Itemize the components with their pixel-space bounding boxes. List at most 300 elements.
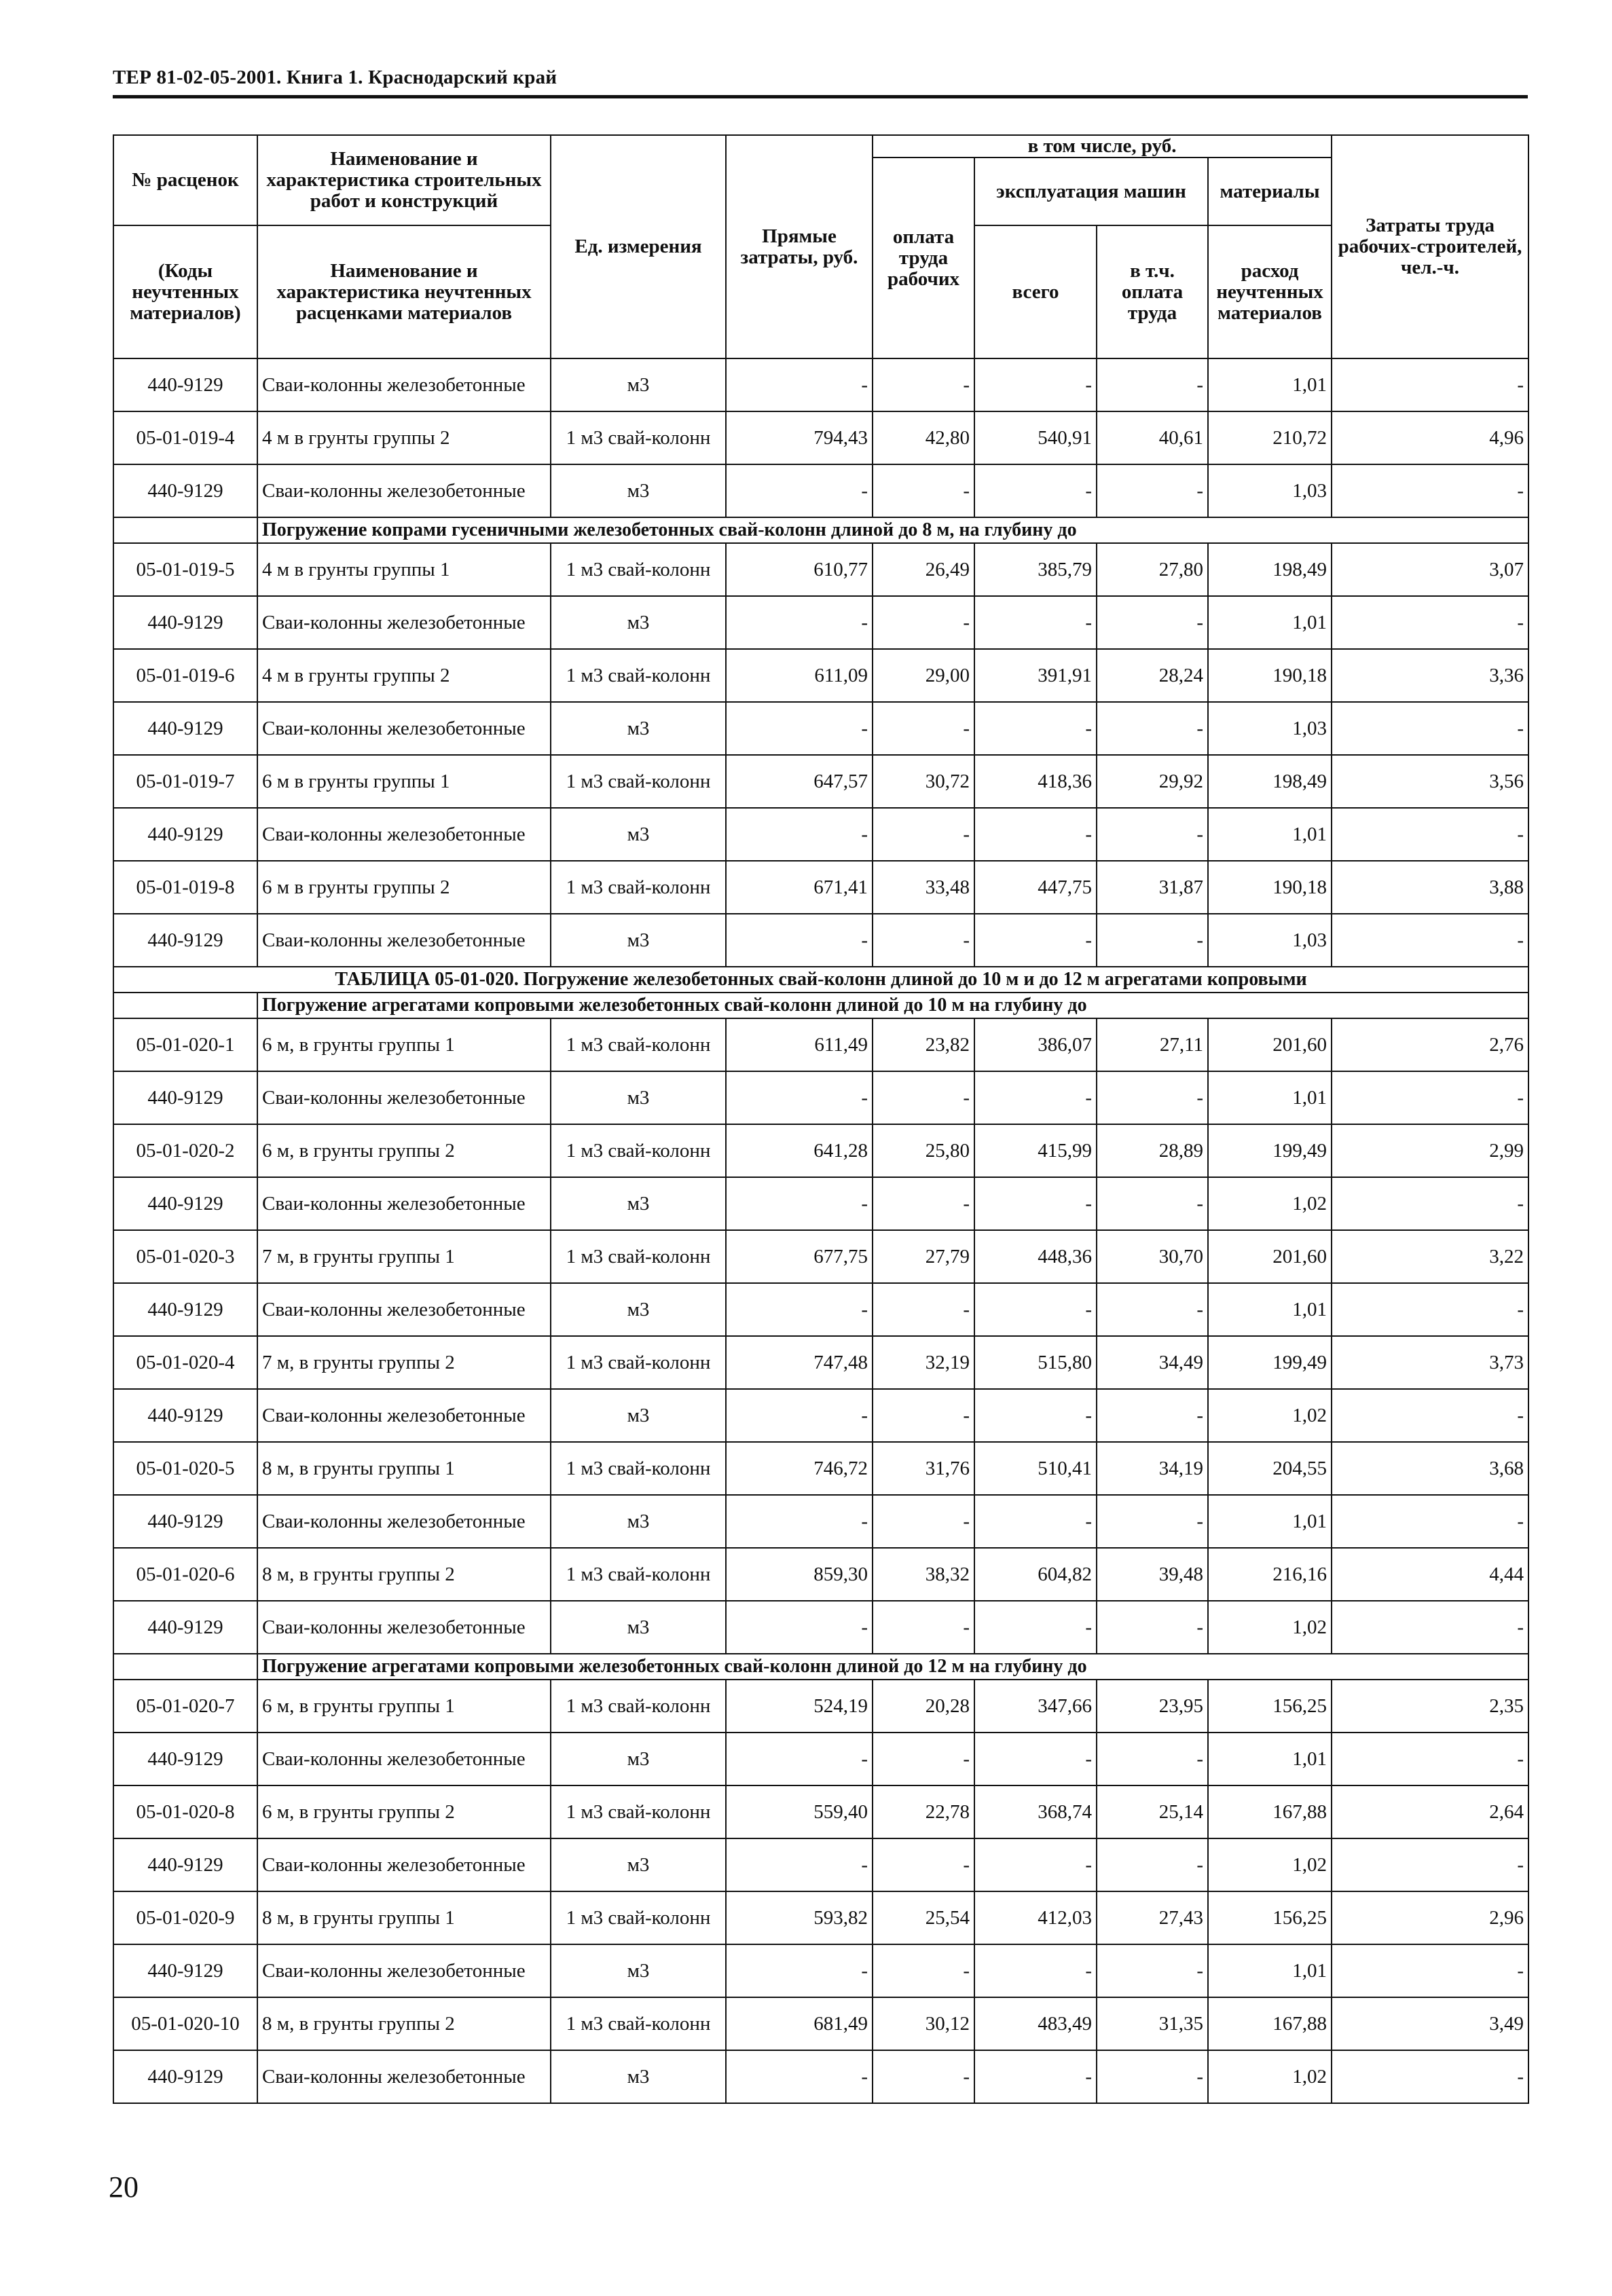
cell-labor-pay: - — [873, 596, 974, 649]
cell-machines-total: - — [974, 1495, 1097, 1548]
cell-labor-pay: - — [873, 464, 974, 517]
cell-machines-labor-pay: 27,80 — [1097, 543, 1208, 596]
cell-labor-pay: - — [873, 808, 974, 861]
cell-materials: 1,02 — [1208, 1838, 1332, 1891]
cell-unit: 1 м3 свай-колонн — [551, 649, 726, 702]
cell-machines-labor-pay: - — [1097, 358, 1208, 411]
cell-materials: 1,02 — [1208, 2050, 1332, 2103]
col-header-code-sub: (Коды неучтенных материалов) — [113, 225, 257, 358]
cell-direct-cost: 746,72 — [726, 1442, 873, 1495]
cell-machines-labor-pay: - — [1097, 1944, 1208, 1997]
cell-machines-total: 515,80 — [974, 1336, 1097, 1389]
cell-code: 05-01-020-5 — [113, 1442, 257, 1495]
cell-labor-pay: 33,48 — [873, 861, 974, 914]
material-row — [113, 914, 1528, 967]
cell-unit: м3 — [551, 1071, 726, 1124]
cell-code: 440-9129 — [113, 596, 257, 649]
cell-labor-cost: - — [1332, 2050, 1528, 2103]
cell-unit: 1 м3 свай-колонн — [551, 1548, 726, 1601]
cell-machines-total: 418,36 — [974, 755, 1097, 808]
cell-labor-pay: - — [873, 914, 974, 967]
cell-direct-cost: 794,43 — [726, 411, 873, 464]
section-spacer-cell — [113, 517, 257, 543]
group-heading-row — [113, 1654, 1528, 1680]
cell-labor-cost: - — [1332, 1177, 1528, 1230]
cell-direct-cost: 559,40 — [726, 1785, 873, 1838]
cell-materials: 199,49 — [1208, 1124, 1332, 1177]
cell-machines-labor-pay: - — [1097, 1838, 1208, 1891]
cell-machines-total: 510,41 — [974, 1442, 1097, 1495]
col-header-code: № расценок — [113, 135, 257, 225]
cell-unit: 1 м3 свай-колонн — [551, 1997, 726, 2050]
running-head: ТЕР 81-02-05-2001. Книга 1. Краснодарский край — [113, 67, 557, 88]
cell-materials: 201,60 — [1208, 1018, 1332, 1071]
table-title-row — [113, 967, 1528, 993]
cell-code: 05-01-020-10 — [113, 1997, 257, 2050]
cell-code: 440-9129 — [113, 1177, 257, 1230]
cell-machines-labor-pay: 28,89 — [1097, 1124, 1208, 1177]
cell-code: 440-9129 — [113, 1838, 257, 1891]
cell-machines-labor-pay: - — [1097, 1601, 1208, 1654]
cell-machines-total: - — [974, 702, 1097, 755]
cell-machines-labor-pay: 31,87 — [1097, 861, 1208, 914]
cell-code: 05-01-019-5 — [113, 543, 257, 596]
cell-name: 6 м в грунты группы 1 — [257, 755, 551, 808]
cell-labor-pay: - — [873, 1283, 974, 1336]
cell-name: Сваи-колонны железобетонные — [257, 358, 551, 411]
cell-direct-cost: - — [726, 1944, 873, 1997]
cell-unit: м3 — [551, 358, 726, 411]
cell-labor-cost: - — [1332, 1601, 1528, 1654]
col-header-machines: эксплуатация машин — [974, 158, 1208, 225]
col-header-labor-pay: оплата труда рабочих — [873, 158, 974, 358]
cell-machines-total: 483,49 — [974, 1997, 1097, 2050]
cell-labor-cost: - — [1332, 702, 1528, 755]
cell-labor-cost: 3,22 — [1332, 1230, 1528, 1283]
material-row — [113, 464, 1528, 517]
cell-labor-cost: 3,73 — [1332, 1336, 1528, 1389]
rate-row — [113, 1230, 1528, 1283]
cell-machines-total: - — [974, 358, 1097, 411]
cell-machines-total: - — [974, 914, 1097, 967]
cell-unit: 1 м3 свай-колонн — [551, 755, 726, 808]
cell-code: 440-9129 — [113, 1944, 257, 1997]
cell-machines-total: 385,79 — [974, 543, 1097, 596]
cell-direct-cost: - — [726, 808, 873, 861]
cell-unit: м3 — [551, 1283, 726, 1336]
cell-name: 4 м в грунты группы 1 — [257, 543, 551, 596]
cell-machines-total: - — [974, 1177, 1097, 1230]
cell-code: 440-9129 — [113, 1071, 257, 1124]
cell-name: 8 м, в грунты группы 2 — [257, 1548, 551, 1601]
cell-unit: 1 м3 свай-колонн — [551, 543, 726, 596]
cell-unit: м3 — [551, 1838, 726, 1891]
cell-name: 6 м, в грунты группы 2 — [257, 1124, 551, 1177]
cell-name: 6 м в грунты группы 2 — [257, 861, 551, 914]
material-row — [113, 702, 1528, 755]
cell-name: Сваи-колонны железобетонные — [257, 1283, 551, 1336]
cell-machines-total: 412,03 — [974, 1891, 1097, 1944]
cell-machines-labor-pay: - — [1097, 1177, 1208, 1230]
col-header-labor-cost: Затраты труда рабочих-строителей, чел.-ч. — [1332, 135, 1528, 358]
cell-machines-labor-pay: - — [1097, 596, 1208, 649]
cell-machines-labor-pay: - — [1097, 1071, 1208, 1124]
cell-name: 4 м в грунты группы 2 — [257, 411, 551, 464]
cell-labor-cost: 2,76 — [1332, 1018, 1528, 1071]
cell-direct-cost: 611,09 — [726, 649, 873, 702]
cell-labor-pay: 29,00 — [873, 649, 974, 702]
cell-labor-cost: - — [1332, 1944, 1528, 1997]
cell-name: Сваи-колонны железобетонные — [257, 1389, 551, 1442]
cell-machines-total: - — [974, 2050, 1097, 2103]
cell-machines-total: - — [974, 1389, 1097, 1442]
cell-labor-cost: - — [1332, 1283, 1528, 1336]
cell-unit: 1 м3 свай-колонн — [551, 411, 726, 464]
cell-name: 4 м в грунты группы 2 — [257, 649, 551, 702]
cell-code: 05-01-020-4 — [113, 1336, 257, 1389]
cell-code: 05-01-020-2 — [113, 1124, 257, 1177]
cell-machines-labor-pay: - — [1097, 808, 1208, 861]
cell-unit: м3 — [551, 1495, 726, 1548]
cell-materials: 1,01 — [1208, 1733, 1332, 1785]
cell-machines-total: 347,66 — [974, 1680, 1097, 1733]
cell-labor-cost: 4,96 — [1332, 411, 1528, 464]
cell-machines-labor-pay: - — [1097, 914, 1208, 967]
cell-unit: м3 — [551, 1389, 726, 1442]
rate-row — [113, 1442, 1528, 1495]
cell-direct-cost: - — [726, 1838, 873, 1891]
material-row — [113, 1283, 1528, 1336]
cell-name: Сваи-колонны железобетонные — [257, 1177, 551, 1230]
cell-unit: м3 — [551, 702, 726, 755]
cell-direct-cost: 610,77 — [726, 543, 873, 596]
cell-name: 7 м, в грунты группы 2 — [257, 1336, 551, 1389]
cell-code: 440-9129 — [113, 1601, 257, 1654]
cell-direct-cost: - — [726, 358, 873, 411]
col-header-name-sub: Наименование и характеристика неучтенных расценками материалов — [257, 225, 551, 358]
col-header-machines-total: всего — [974, 225, 1097, 358]
rate-row — [113, 1680, 1528, 1733]
section-spacer-cell — [113, 1654, 257, 1680]
cell-machines-total: - — [974, 1944, 1097, 1997]
cell-machines-total: - — [974, 464, 1097, 517]
cell-materials: 210,72 — [1208, 411, 1332, 464]
col-header-direct: Прямые затраты, руб. — [726, 135, 873, 358]
cell-machines-labor-pay: 27,11 — [1097, 1018, 1208, 1071]
cell-materials: 167,88 — [1208, 1785, 1332, 1838]
cell-unit: м3 — [551, 914, 726, 967]
cell-name: Сваи-колонны железобетонные — [257, 914, 551, 967]
cell-name: Сваи-колонны железобетонные — [257, 2050, 551, 2103]
cell-labor-cost: 3,88 — [1332, 861, 1528, 914]
cell-unit: м3 — [551, 596, 726, 649]
cell-materials: 216,16 — [1208, 1548, 1332, 1601]
cell-unit: м3 — [551, 464, 726, 517]
cell-labor-cost: 2,64 — [1332, 1785, 1528, 1838]
cell-machines-labor-pay: - — [1097, 702, 1208, 755]
cell-name: 8 м, в грунты группы 1 — [257, 1442, 551, 1495]
cell-materials: 1,01 — [1208, 1071, 1332, 1124]
rate-row — [113, 1124, 1528, 1177]
cell-materials: 1,03 — [1208, 464, 1332, 517]
cell-direct-cost: 524,19 — [726, 1680, 873, 1733]
rate-row — [113, 1018, 1528, 1071]
cell-labor-cost: - — [1332, 358, 1528, 411]
material-row — [113, 2050, 1528, 2103]
cell-machines-total: 447,75 — [974, 861, 1097, 914]
cell-code: 440-9129 — [113, 808, 257, 861]
header-rule — [113, 95, 1528, 98]
col-header-unit: Ед. измерения — [551, 135, 726, 358]
cell-machines-total: 604,82 — [974, 1548, 1097, 1601]
col-header-machines-incl: в т.ч. оплата труда — [1097, 225, 1208, 358]
cell-labor-pay: - — [873, 358, 974, 411]
cell-machines-labor-pay: 34,19 — [1097, 1442, 1208, 1495]
cell-labor-cost: - — [1332, 1389, 1528, 1442]
cell-unit: 1 м3 свай-колонн — [551, 1442, 726, 1495]
rate-row — [113, 1548, 1528, 1601]
cell-machines-labor-pay: 39,48 — [1097, 1548, 1208, 1601]
cell-unit: м3 — [551, 1601, 726, 1654]
col-header-name: Наименование и характеристика строительных работ и конструкций — [257, 135, 551, 225]
cell-code: 05-01-019-8 — [113, 861, 257, 914]
cell-labor-pay: 23,82 — [873, 1018, 974, 1071]
cell-direct-cost: 611,49 — [726, 1018, 873, 1071]
cell-labor-pay: - — [873, 1177, 974, 1230]
cell-labor-cost: 2,35 — [1332, 1680, 1528, 1733]
rate-row — [113, 411, 1528, 464]
cell-labor-pay: 30,72 — [873, 755, 974, 808]
cell-machines-total: 448,36 — [974, 1230, 1097, 1283]
cell-name: Сваи-колонны железобетонные — [257, 1071, 551, 1124]
material-row — [113, 1733, 1528, 1785]
cell-unit: 1 м3 свай-колонн — [551, 1785, 726, 1838]
cell-code: 05-01-020-3 — [113, 1230, 257, 1283]
cell-machines-labor-pay: 28,24 — [1097, 649, 1208, 702]
cell-unit: 1 м3 свай-колонн — [551, 1018, 726, 1071]
material-row — [113, 1389, 1528, 1442]
cell-labor-pay: 30,12 — [873, 1997, 974, 2050]
cell-materials: 156,25 — [1208, 1680, 1332, 1733]
cell-direct-cost: - — [726, 1177, 873, 1230]
cell-code: 05-01-020-6 — [113, 1548, 257, 1601]
cell-materials: 198,49 — [1208, 543, 1332, 596]
cell-machines-labor-pay: 34,49 — [1097, 1336, 1208, 1389]
cell-machines-labor-pay: 25,14 — [1097, 1785, 1208, 1838]
material-row — [113, 1601, 1528, 1654]
cell-unit: м3 — [551, 1944, 726, 1997]
cell-materials: 1,01 — [1208, 358, 1332, 411]
cell-unit: 1 м3 свай-колонн — [551, 1891, 726, 1944]
cell-name: 8 м, в грунты группы 2 — [257, 1997, 551, 2050]
cell-labor-pay: 42,80 — [873, 411, 974, 464]
cell-code: 05-01-020-9 — [113, 1891, 257, 1944]
cell-direct-cost: - — [726, 1601, 873, 1654]
cell-labor-cost: - — [1332, 596, 1528, 649]
cell-direct-cost: - — [726, 914, 873, 967]
cell-code: 05-01-020-1 — [113, 1018, 257, 1071]
cell-name: Сваи-колонны железобетонные — [257, 1601, 551, 1654]
material-row — [113, 1838, 1528, 1891]
cell-unit: 1 м3 свай-колонн — [551, 1336, 726, 1389]
material-row — [113, 1495, 1528, 1548]
cell-labor-pay: - — [873, 1601, 974, 1654]
cell-labor-pay: - — [873, 1071, 974, 1124]
cell-labor-pay: 38,32 — [873, 1548, 974, 1601]
cell-materials: 199,49 — [1208, 1336, 1332, 1389]
cell-labor-cost: - — [1332, 1071, 1528, 1124]
cell-labor-pay: - — [873, 1838, 974, 1891]
cell-unit: м3 — [551, 2050, 726, 2103]
cell-unit: м3 — [551, 808, 726, 861]
cell-direct-cost: - — [726, 1495, 873, 1548]
cell-materials: 1,02 — [1208, 1601, 1332, 1654]
cell-code: 440-9129 — [113, 1733, 257, 1785]
cell-name: Сваи-колонны железобетонные — [257, 1733, 551, 1785]
col-header-including: в том числе, руб. — [873, 135, 1332, 158]
rate-row — [113, 1336, 1528, 1389]
cell-name: Сваи-колонны железобетонные — [257, 1944, 551, 1997]
cell-direct-cost: 641,28 — [726, 1124, 873, 1177]
group-heading-row — [113, 993, 1528, 1018]
cell-direct-cost: 677,75 — [726, 1230, 873, 1283]
cell-machines-labor-pay: - — [1097, 1495, 1208, 1548]
cell-labor-pay: 22,78 — [873, 1785, 974, 1838]
cell-materials: 1,03 — [1208, 702, 1332, 755]
cell-machines-total: 540,91 — [974, 411, 1097, 464]
cell-materials: 1,02 — [1208, 1389, 1332, 1442]
material-row — [113, 358, 1528, 411]
cell-labor-cost: - — [1332, 1838, 1528, 1891]
table-title: ТАБЛИЦА 05-01-020. Погружение железобетонных свай-колонн длиной до 10 м и до 12 м агрегатами копровыми — [113, 967, 1528, 993]
cell-direct-cost: - — [726, 1283, 873, 1336]
cell-machines-total: 391,91 — [974, 649, 1097, 702]
cell-materials: 1,01 — [1208, 808, 1332, 861]
cell-code: 440-9129 — [113, 702, 257, 755]
cell-name: 6 м, в грунты группы 2 — [257, 1785, 551, 1838]
material-row — [113, 596, 1528, 649]
cell-labor-pay: - — [873, 2050, 974, 2103]
cell-materials: 1,01 — [1208, 596, 1332, 649]
col-header-materials: материалы — [1208, 158, 1332, 225]
col-header-materials-consumption: расход неучтенных материалов — [1208, 225, 1332, 358]
cell-machines-labor-pay: 23,95 — [1097, 1680, 1208, 1733]
cell-machines-labor-pay: 31,35 — [1097, 1997, 1208, 2050]
cell-labor-cost: 3,49 — [1332, 1997, 1528, 2050]
cell-materials: 190,18 — [1208, 649, 1332, 702]
cell-machines-total: 386,07 — [974, 1018, 1097, 1071]
cell-machines-total: - — [974, 1838, 1097, 1891]
cell-machines-total: - — [974, 596, 1097, 649]
cell-code: 05-01-019-7 — [113, 755, 257, 808]
cell-labor-pay: 27,79 — [873, 1230, 974, 1283]
cell-machines-total: - — [974, 1283, 1097, 1336]
cell-materials: 1,01 — [1208, 1944, 1332, 1997]
cell-name: 6 м, в грунты группы 1 — [257, 1018, 551, 1071]
cell-direct-cost: 747,48 — [726, 1336, 873, 1389]
cell-machines-total: 368,74 — [974, 1785, 1097, 1838]
cell-labor-cost: 2,96 — [1332, 1891, 1528, 1944]
cell-labor-cost: - — [1332, 464, 1528, 517]
section-spacer-cell — [113, 993, 257, 1018]
group-heading-row — [113, 517, 1528, 543]
group-heading: Погружение агрегатами копровыми железобетонных свай-колонн длиной до 10 м на глубину до — [257, 993, 1528, 1018]
cell-labor-pay: 25,80 — [873, 1124, 974, 1177]
cell-machines-total: - — [974, 1601, 1097, 1654]
cell-machines-labor-pay: - — [1097, 1733, 1208, 1785]
cell-unit: 1 м3 свай-колонн — [551, 1124, 726, 1177]
rate-row — [113, 861, 1528, 914]
cell-machines-labor-pay: - — [1097, 464, 1208, 517]
cell-code: 440-9129 — [113, 464, 257, 517]
material-row — [113, 1071, 1528, 1124]
cell-machines-labor-pay: 30,70 — [1097, 1230, 1208, 1283]
cell-code: 440-9129 — [113, 914, 257, 967]
cell-materials: 204,55 — [1208, 1442, 1332, 1495]
cell-code: 440-9129 — [113, 1283, 257, 1336]
cell-machines-labor-pay: - — [1097, 2050, 1208, 2103]
cell-labor-cost: 3,07 — [1332, 543, 1528, 596]
cell-materials: 201,60 — [1208, 1230, 1332, 1283]
page-number: 20 — [109, 2170, 139, 2204]
cell-code: 05-01-019-6 — [113, 649, 257, 702]
rates-table — [113, 134, 1529, 2104]
cell-materials: 156,25 — [1208, 1891, 1332, 1944]
cell-labor-pay: - — [873, 1733, 974, 1785]
cell-name: Сваи-колонны железобетонные — [257, 1838, 551, 1891]
cell-unit: 1 м3 свай-колонн — [551, 861, 726, 914]
cell-labor-cost: 3,68 — [1332, 1442, 1528, 1495]
cell-direct-cost: - — [726, 596, 873, 649]
cell-code: 05-01-020-8 — [113, 1785, 257, 1838]
cell-direct-cost: - — [726, 1733, 873, 1785]
cell-materials: 1,03 — [1208, 914, 1332, 967]
cell-unit: м3 — [551, 1733, 726, 1785]
cell-labor-cost: - — [1332, 914, 1528, 967]
cell-labor-cost: - — [1332, 808, 1528, 861]
cell-direct-cost: - — [726, 1389, 873, 1442]
cell-materials: 1,01 — [1208, 1495, 1332, 1548]
cell-direct-cost: - — [726, 702, 873, 755]
cell-materials: 167,88 — [1208, 1997, 1332, 2050]
cell-machines-total: - — [974, 1071, 1097, 1124]
cell-direct-cost: - — [726, 464, 873, 517]
cell-materials: 190,18 — [1208, 861, 1332, 914]
cell-materials: 1,01 — [1208, 1283, 1332, 1336]
cell-name: Сваи-колонны железобетонные — [257, 702, 551, 755]
cell-direct-cost: - — [726, 2050, 873, 2103]
group-heading: Погружение агрегатами копровыми железобетонных свай-колонн длиной до 12 м на глубину до — [257, 1654, 1528, 1680]
cell-direct-cost: 859,30 — [726, 1548, 873, 1601]
cell-name: 6 м, в грунты группы 1 — [257, 1680, 551, 1733]
cell-unit: 1 м3 свай-колонн — [551, 1680, 726, 1733]
rate-row — [113, 1997, 1528, 2050]
cell-unit: м3 — [551, 1177, 726, 1230]
rate-row — [113, 1785, 1528, 1838]
cell-labor-pay: - — [873, 702, 974, 755]
cell-labor-cost: - — [1332, 1495, 1528, 1548]
material-row — [113, 808, 1528, 861]
cell-direct-cost: 593,82 — [726, 1891, 873, 1944]
cell-direct-cost: 647,57 — [726, 755, 873, 808]
cell-direct-cost: - — [726, 1071, 873, 1124]
cell-direct-cost: 671,41 — [726, 861, 873, 914]
cell-machines-labor-pay: 29,92 — [1097, 755, 1208, 808]
rate-row — [113, 649, 1528, 702]
cell-machines-total: - — [974, 808, 1097, 861]
cell-name: Сваи-колонны железобетонные — [257, 808, 551, 861]
cell-direct-cost: 681,49 — [726, 1997, 873, 2050]
